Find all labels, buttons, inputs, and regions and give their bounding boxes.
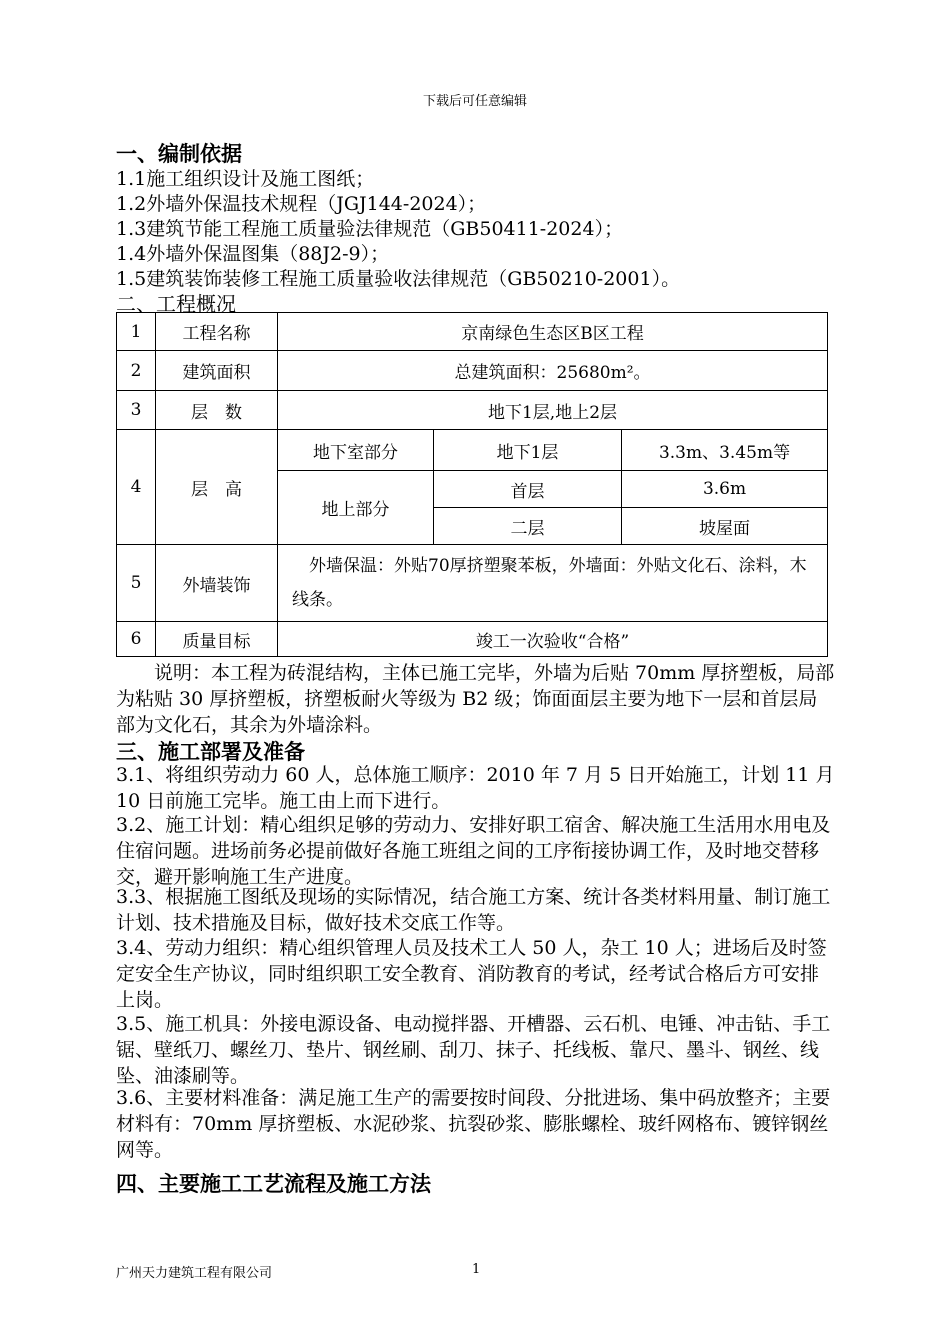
row-label: 建筑面积 xyxy=(156,351,278,391)
project-name-value: 京南绿色生态区B区工程 xyxy=(278,313,828,351)
deployment-item-6: 3.6、主要材料准备：满足施工生产的需要按时间段、分批进场、集中码放整齐；主要材料有：70mm 厚挤塑板、水泥砂浆、抗裂砂浆、膨胀螺栓、玻纤网格布、镀锌钢丝网等。 xyxy=(116,1087,831,1161)
row-label: 层 数 xyxy=(156,391,278,430)
basement-label: 地下室部分 xyxy=(278,430,434,471)
second-floor-height: 坡屋面 xyxy=(622,508,828,545)
table-row xyxy=(117,545,828,622)
page-number: 1 xyxy=(472,1262,481,1277)
facade-decoration-value: 外墙保温：外贴70厚挤塑聚苯板，外墙面：外贴文化石、涂料，木线条。 xyxy=(278,545,828,622)
section-1-title: 一、编制依据 xyxy=(116,142,242,166)
project-overview-table xyxy=(116,312,828,657)
section-3-title: 三、施工部署及准备 xyxy=(116,740,305,764)
building-area-value: 总建筑面积：25680m²。 xyxy=(278,351,828,391)
row-label: 质量目标 xyxy=(156,622,278,657)
overview-note: 说明：本工程为砖混结构，主体已施工完毕，外墙为后贴 70mm 厚挤塑板，局部为粘贴 30 厚挤塑板，挤塑板耐火等级为 B2 级；饰面面层主要为地下一层和首层局部为文化石，其余为外墙涂料。 xyxy=(116,662,835,736)
deployment-item-2: 3.2、施工计划：精心组织足够的劳动力、安排好职工宿舍、解决施工生活用水用电及住宿问题。进场前务必提前做好各施工班组之间的工序衔接协调工作，及时地交替移交，避开影响施工生产进度。 xyxy=(116,814,831,888)
second-floor: 二层 xyxy=(434,508,622,545)
basement-height: 3.3m、3.45m等 xyxy=(622,430,828,471)
basis-item-2: 1.2外墙外保温技术规程（JGJ144-2024）； xyxy=(116,193,487,215)
basement-floor: 地下1层 xyxy=(434,430,622,471)
first-floor-height: 3.6m xyxy=(622,471,828,508)
basis-item-3: 1.3建筑节能工程施工质量验法律规范（GB50411-2024）； xyxy=(116,218,624,240)
basis-item-4: 1.4外墙外保温图集（88J2-9）； xyxy=(116,243,390,265)
deployment-item-5: 3.5、施工机具：外接电源设备、电动搅拌器、开槽器、云石机、电锤、冲击钻、手工锯、壁纸刀、螺丝刀、垫片、钢丝刷、刮刀、抹子、托线板、靠尺、墨斗、钢丝、线坠、油漆刷等。 xyxy=(116,1013,831,1087)
table-row xyxy=(117,351,828,391)
row-number: 3 xyxy=(117,391,156,430)
deployment-item-3: 3.3、根据施工图纸及现场的实际情况，结合施工方案、统计各类材料用量、制订施工计划、技术措施及目标，做好技术交底工作等。 xyxy=(116,886,831,934)
page-header: 下载后可任意编辑 xyxy=(422,94,527,109)
row-number: 4 xyxy=(117,430,156,545)
table-row xyxy=(117,622,828,657)
table-row xyxy=(117,391,828,430)
row-number: 2 xyxy=(117,351,156,391)
basis-item-5: 1.5建筑装饰装修工程施工质量验收法律规范（GB50210-2001）。 xyxy=(116,268,681,290)
above-ground-label: 地上部分 xyxy=(278,471,434,545)
row-number: 5 xyxy=(117,545,156,622)
row-number: 1 xyxy=(117,313,156,351)
table-row xyxy=(117,313,828,351)
row-number: 6 xyxy=(117,622,156,657)
deployment-item-1: 3.1、将组织劳动力 60 人，总体施工顺序：2010 年 7 月 5 日开始施工，计划 11 月 10 日前施工完毕。施工由上而下进行。 xyxy=(116,764,835,812)
basis-item-1: 1.1施工组织设计及施工图纸； xyxy=(116,168,375,190)
footer-company: 广州天力建筑工程有限公司 xyxy=(116,1266,273,1281)
section-4-title: 四、主要施工工艺流程及施工方法 xyxy=(116,1172,431,1196)
row-label: 外墙装饰 xyxy=(156,545,278,622)
floors-value: 地下1层,地上2层 xyxy=(278,391,828,430)
table-row xyxy=(117,430,828,471)
row-label: 层 高 xyxy=(156,430,278,545)
section-2-title: 二、工程概况 xyxy=(116,292,236,316)
row-label: 工程名称 xyxy=(156,313,278,351)
deployment-item-4: 3.4、劳动力组织：精心组织管理人员及技术工人 50 人，杂工 10 人；进场后及时签定安全生产协议，同时组织职工安全教育、消防教育的考试，经考试合格后方可安排上岗。 xyxy=(116,937,827,1011)
first-floor: 首层 xyxy=(434,471,622,508)
quality-target-value: 竣工一次验收“合格” xyxy=(278,622,828,657)
